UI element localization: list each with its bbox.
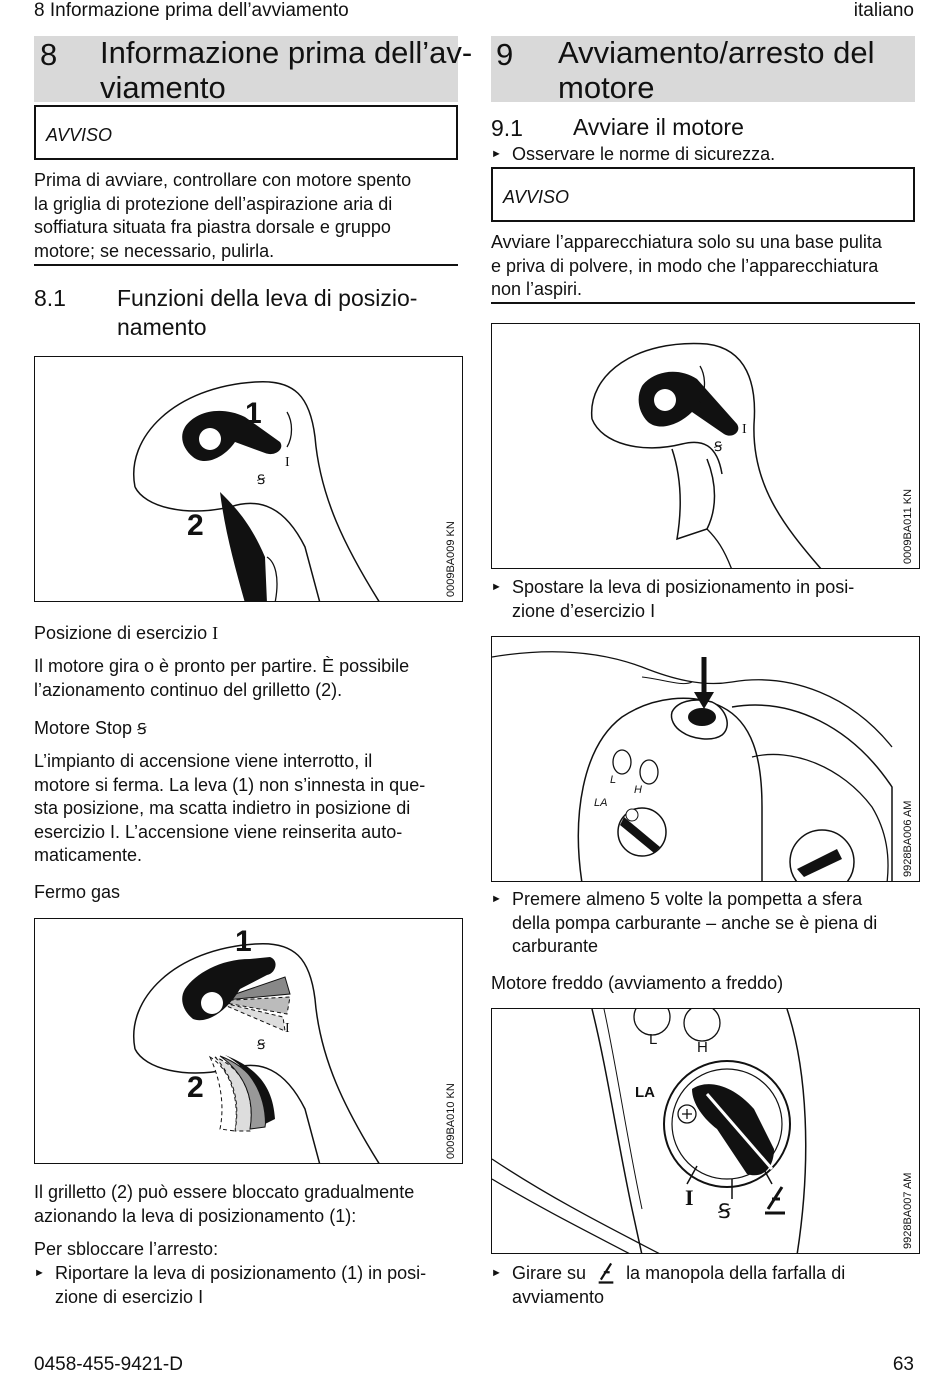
heading-text: Motore Stop — [34, 718, 133, 738]
choke-symbol-icon — [595, 1262, 617, 1284]
unlock-bullet — [34, 1262, 464, 1309]
running-header-right: italiano — [853, 0, 914, 21]
section-8-title-line2: viamento — [100, 70, 226, 105]
primer-bullet — [491, 888, 921, 959]
stop-symbol: Ꞩ — [137, 721, 147, 738]
section-8-number: 8 — [40, 37, 58, 72]
figure-code: 9928BA006 AM — [902, 800, 914, 877]
lever-bullet — [491, 576, 921, 623]
bullet-line: zione di esercizio I — [55, 1286, 204, 1307]
divider-rule — [34, 264, 458, 266]
divider-rule — [491, 302, 915, 304]
run-position-mark: I — [685, 1185, 694, 1210]
bullet-line: avviamento — [512, 1286, 605, 1307]
stop-mark: Ꞩ — [257, 1037, 266, 1052]
heading-run-position — [34, 623, 218, 644]
choke-bullet — [491, 1262, 921, 1309]
text-line: sta posizione, ma scatta indietro in posizione di — [34, 798, 411, 818]
bullet-line: zione d’esercizio I — [512, 600, 656, 621]
section-9-title-line2: motore — [558, 70, 655, 105]
figure-code: 9928BA007 AM — [902, 1172, 914, 1249]
notice-box-right — [491, 167, 915, 222]
subsection-9-1-number: 9.1 — [491, 115, 523, 141]
label-L: L — [649, 1031, 658, 1048]
engine-stop-text — [34, 750, 464, 868]
throttle-lock-text — [34, 1181, 464, 1228]
label-LA: LA — [594, 797, 608, 809]
figure-primer-bulb — [491, 636, 920, 882]
heading-cold-start: Motore freddo (avviamento a freddo) — [491, 973, 784, 993]
text-line: L’impianto di accensione viene interrotto, il — [34, 751, 373, 771]
bullet-line — [491, 1262, 921, 1286]
bullet-line: Spostare la leva di posizionamento in posi- — [512, 577, 855, 597]
stop-mark: Ꞩ — [257, 472, 266, 487]
notice-line: soffiatura situata fra piastra dorsale e gruppo — [34, 217, 391, 237]
figure-code: 0009BA009 KN — [445, 521, 457, 597]
label-L: L — [610, 774, 617, 786]
bullet-line: Riportare la leva di posizionamento (1) in posi- — [55, 1263, 427, 1283]
heading-text: Posizione di esercizio — [34, 623, 208, 643]
notice-box-left — [34, 105, 458, 160]
bullet-line: carburante — [512, 936, 599, 956]
triangle-right-icon: ► — [491, 581, 502, 593]
callout-1: 1 — [245, 397, 262, 430]
text-line: maticamente. — [34, 845, 143, 865]
bullet-text: la manopola della farfalla di — [626, 1263, 846, 1283]
bullet-line: Osservare le norme di sicurezza. — [512, 144, 776, 164]
triangle-right-icon: ► — [491, 893, 502, 905]
bullet-line: della pompa carburante – anche se è piena di — [512, 912, 878, 933]
subsection-9-1-title: Avviare il motore — [573, 114, 744, 140]
bullet-line: Premere almeno 5 volte la pompetta a sfera — [512, 889, 863, 909]
footer-page-number: 63 — [892, 1354, 914, 1375]
triangle-right-icon: ► — [34, 1267, 45, 1279]
triangle-right-icon: ► — [491, 1267, 502, 1279]
callout-2: 2 — [187, 1071, 204, 1104]
figure-code: 0009BA011 KN — [902, 488, 914, 564]
choke-symbol-icon — [762, 1185, 788, 1215]
run-mark: I — [742, 422, 747, 437]
figure-lever-run-position — [491, 323, 920, 569]
notice-text-left — [34, 169, 458, 263]
subsection-8-1-title-line2: namento — [117, 314, 207, 340]
heading-throttle-lock: Fermo gas — [34, 882, 121, 902]
subsection-8-1-title-line1: Funzioni della leva di posizio- — [117, 285, 418, 311]
notice-line: e priva di polvere, in modo che l’apparecchiatura — [491, 255, 879, 276]
text-line: l’azionamento continuo del grilletto (2). — [34, 679, 343, 700]
subsection-8-1-number: 8.1 — [34, 285, 66, 311]
notice-label: AVVISO — [46, 125, 113, 145]
lever-run-illustration — [492, 324, 920, 569]
notice-line: Avviare l’apparecchiatura solo su una base pulita — [491, 232, 882, 252]
section-9-number: 9 — [496, 37, 514, 72]
safety-bullet — [491, 143, 915, 167]
notice-line: non l’aspiri. — [491, 279, 583, 299]
notice-line: la griglia di protezione dell’aspirazione aria di — [34, 193, 393, 214]
heading-engine-stop — [34, 718, 147, 739]
footer-doc-number: 0458-455-9421-D — [34, 1354, 183, 1375]
stop-position-mark: Ꞩ — [718, 1201, 731, 1223]
notice-text-right — [491, 231, 921, 302]
notice-line: motore; se necessario, pulirla. — [34, 240, 275, 261]
text-line: azionando la leva di posizionamento (1): — [34, 1205, 357, 1226]
run-position-text — [34, 655, 458, 702]
section-9-title-line1: Avviamento/arresto del — [558, 35, 875, 70]
figure-lever-positions — [34, 356, 463, 602]
text-line: motore si ferma. La leva (1) non s’innesta in que- — [34, 774, 426, 795]
triangle-right-icon: ► — [491, 148, 502, 160]
lever-illustration — [35, 357, 463, 602]
label-LA: LA — [635, 1084, 655, 1101]
figure-choke-knob — [491, 1008, 920, 1254]
section-8-title-line1: Informazione prima dell’av- — [100, 35, 473, 70]
run-mark: I — [285, 455, 290, 470]
stop-mark: Ꞩ — [714, 439, 723, 454]
figure-throttle-lock — [34, 918, 463, 1164]
run-mark: I — [285, 1021, 290, 1036]
text-line: Il grilletto (2) può essere bloccato gradualmente — [34, 1182, 415, 1202]
label-H: H — [634, 784, 642, 796]
unlock-intro: Per sbloccare l’arresto: — [34, 1239, 219, 1259]
text-line: esercizio I. L’accensione viene reinserita auto- — [34, 821, 403, 842]
running-header-left: 8 Informazione prima dell’avviamento — [34, 0, 349, 21]
text-line: Il motore gira o è pronto per partire. È possibile — [34, 656, 410, 676]
notice-label: AVVISO — [503, 187, 570, 207]
label-H: H — [697, 1039, 708, 1056]
run-symbol: I — [212, 623, 219, 643]
primer-bulb-illustration — [492, 637, 920, 882]
callout-1: 1 — [235, 925, 252, 958]
notice-line: Prima di avviare, controllare con motore spento — [34, 170, 412, 190]
bullet-text: Girare su — [512, 1263, 587, 1283]
callout-2: 2 — [187, 509, 204, 542]
figure-code: 0009BA010 KN — [445, 1083, 457, 1159]
